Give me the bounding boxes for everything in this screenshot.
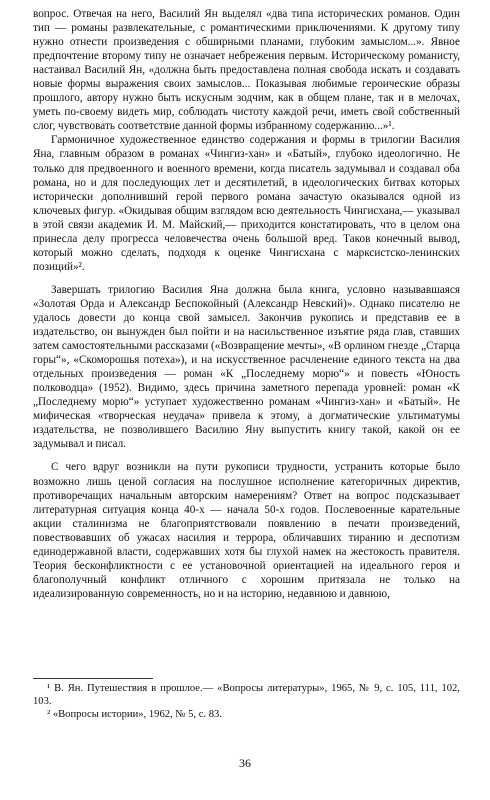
footnote-divider (33, 678, 153, 679)
paragraph-2: Гармоничное художественное единство содержания и формы в трилогии Василия Яна, главным образом в романах «Чингиз-хан» и «Батый», глубоко идеологично. Не только для предвоенного и военного времени, когда писатель задумывал и создавал оба романа, но и для последующих лет и десятилетий, в идеологических битвах которых исторически дополнивший герой первого романа зачастую оказывался одной из ключевых фигур. «Окидывая общим взглядом всю деятельность Чингисхана,— указывал в этой связи академик И. М. Майский,— приходится констатировать, что в целом она принесла делу прогресса человечества очень большой вред. Таков конечный вывод, который можно сделать, подходя к оценке Чингисхана с марксистско-ленинских позиций»². (33, 134, 460, 273)
footnotes (33, 678, 460, 721)
footnote-2: ² «Вопросы истории», 1962, № 5, с. 83. (47, 709, 222, 720)
paragraph-gap (33, 274, 460, 283)
page-number: 36 (239, 756, 251, 770)
paragraph-4: С чего вдруг возникли на пути рукописи трудности, устранить которые было возможно лишь ценой согласия на послушное исполнение категоричных директив, противоречащих начальным авторским намерениям? Ответ на вопрос подсказывает литературная ситуация конца 40-х — начала 50-х годов. Послевоенные карательные акции сталинизма не благоприятствовали появлению в печати произведений, повествовавших об ужасах насилия и террора, обличавших тиранию и деспотизм единодержавной власти, содержавших хотя бы глухой намек на жестокость правителя. Теория бесконфликтности с ее установочной ориентацией на идеального героя и благополучный конфликт отличного с хорошим притязала не только на идеализированную современность, но и на историю, недавнюю и давнюю, (33, 461, 460, 600)
paragraph-3: Завершать трилогию Василия Яна должна была книга, условно называвшаяся «Золотая Орда и Александр Беспокойный (Александр Невский)». Однако писателю не удалось довести до конца свой замысел. Закончив рукопись и представив ее в издательство, он вынужден был пойти и на насильственное изъятие ряда глав, ставших затем самостоятельными рассказами («Возвращение мечты», «В орлином гнезде „Старца горы“», «Скоморошья потеха»), и на искусственное расчленение единого текста на два отдельных произведения — роман «К „Последнему морю“» и повесть «Юность полководца» (1952). Видимо, здесь причина заметного перепада уровней: роман «К „Последнему морю“» уступает художественно романам «Чингиз-хан» и «Батый». Не мифическая «творческая неудача» привела к этому, а догматические ультиматумы издательства, не позволившего Василию Яну выпустить книгу такой, какой он ее задумывал и писал. (33, 283, 460, 451)
paragraph-1: вопрос. Отвечая на него, Василий Ян выделял «два типа исторических романов. Один тип — романы развлекательные, с романтическими приключениями. К другому типу нужно отнести произведения с обширными планами, глубоким замыслом...». Явное предпочтение второму типу не означает небрежения первым. Историческому романисту, настаивал Василий Ян, «должна быть предоставлена полная свобода искать и создавать новые формы выражения своих замыслов... Показывая любимые героические образы прошлого, автору нужно быть искусным зодчим, как в общем плане, так и в мелочах, уметь по-своему видеть мир, соблюдать чистоту каждой речи, иметь свой собственный слог, чувствовать соответствие данной формы избранному содержанию...»¹. (33, 8, 460, 133)
paragraph-gap (33, 451, 460, 460)
footnote-1: ¹ В. Ян. Путешествия в прошлое.— «Вопросы литературы», 1965, № 9, с. 105, 111, 102, 103. (33, 683, 460, 707)
